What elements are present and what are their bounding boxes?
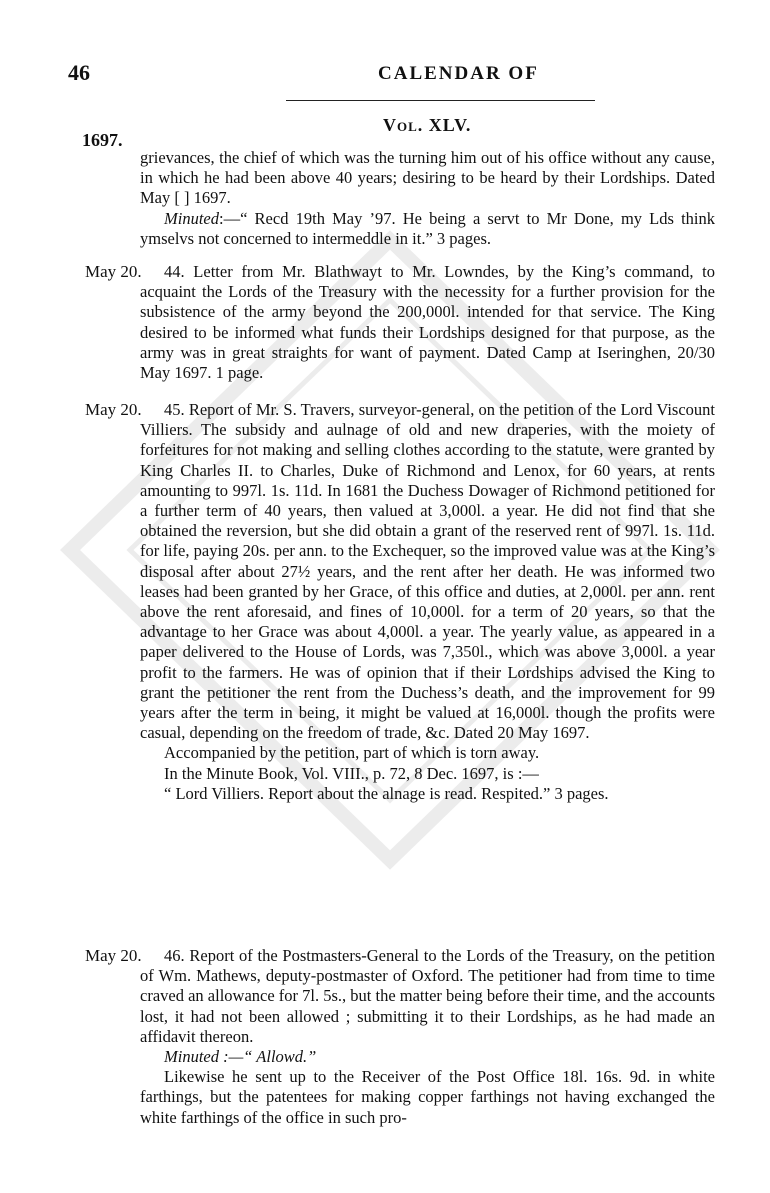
page-number: 46 [68, 60, 90, 85]
minute-label: Minuted [164, 208, 219, 228]
year-margin-note: 1697. [82, 130, 123, 150]
entry-date: May 20. [85, 262, 142, 281]
continuation-text: grievances, the chief of which was the turning him out of his office without any cause, in which he had been above 40 years; desiring to be heard by their Lordships. Dated May [ ] 1697. [140, 148, 715, 208]
entry-date: May 20. [85, 946, 142, 965]
continuation-entry [140, 148, 715, 249]
entry-44 [140, 262, 715, 383]
entry-note: Accompanied by the petition, part of which is torn away. [164, 743, 540, 763]
volume-label: Vol. XLV. [383, 115, 472, 135]
header-rule [286, 100, 595, 101]
running-title: CALENDAR OF [378, 63, 539, 84]
entry-text: 45. Report of Mr. S. Travers, surveyor-general, on the petition of the Lord Viscount Villiers. The subsidy and aulnage of old and new draperies, with the moiety of forfeitures for not making and selling clothes according to the statute, were granted by King Charles II. to Charles, Duke of Richmond and Lenox, for 60 years, at rents amounting to 997l. 1s. 11d. In 1681 the Duchess Dowager of Richmond petitioned for a further term of 40 years, then valued at 3,000l. a year. He did not find that she obtained the reversion, but she did obtain a grant of the reserved rent of 997l. 1s. 11d. for life, paying 20s. per ann. to the Exchequer, so the improved value was at the King’s disposal after about 27½ years, and the rent after her death. He was informed two leases had been granted by her Grace, of this office and duties, at 2,000l. per ann. rent above the rent aforesaid, and fines of 10,000l. for a term of 20 years, so that the advantage to her Grace was about 4,000l. a year. The yearly value, as appeared in a paper delivered to the House of Lords, was 7,350l., which was above 3,000l. a year profit to the farmers. He was of opinion that if their Lordships advised the King to grant the petitioner the rent from the Duchess’s death, and the improvement for 99 years after the term in being, it might be valued at 16,000l. though the profits were casual, depending on the freedom of trade, &c. Dated 20 May 1697. [140, 400, 715, 743]
entry-continuation: Likewise he sent up to the Receiver of the Post Office 18l. 16s. 9d. in white farthings, but the patentees for making copper farthings not having exchanged the white farthings of the office in such pro- [140, 1067, 715, 1127]
entry-46 [140, 946, 715, 1128]
entry-note: In the Minute Book, Vol. VIII., p. 72, 8 Dec. 1697, is :— [164, 763, 539, 783]
entry-date: May 20. [85, 400, 142, 419]
page-header [0, 60, 770, 90]
entry-text: 44. Letter from Mr. Blathwayt to Mr. Lowndes, by the King’s command, to acquaint the Lords of the Treasury with the necessity for a further provision for the subsistence of the army beyond the 200,000l. intended for that service. The King desired to be informed what funds their Lordships designed for that purpose, as the army was in great straights for want of payment. Dated Camp at Iseringhen, 20/30 May 1697. 1 page. [140, 262, 715, 383]
entry-note: “ Lord Villiers. Report about the alnage is read. Respited.” 3 pages. [164, 783, 609, 803]
entry-45 [140, 400, 715, 804]
entry-minute: Minuted :—“ Allowd.” [164, 1047, 317, 1067]
entry-text: 46. Report of the Postmasters-General to the Lords of the Treasury, on the petition of Wm. Mathews, deputy-postmaster of Oxford. The petitioner had from time to time craved an allowance for 7l. 5s., but the matter being before their time, and the accounts lost, it had not been allowed ; submitting it to their Lordships, as he had made an affidavit thereon. [140, 946, 715, 1046]
continuation-minute [140, 209, 715, 249]
minute-text: :—“ Recd 19th May ’97. He being a servt to Mr Done, my Lds think ymselvs not concerned to intermeddle in it.” 3 pages. [140, 208, 715, 248]
